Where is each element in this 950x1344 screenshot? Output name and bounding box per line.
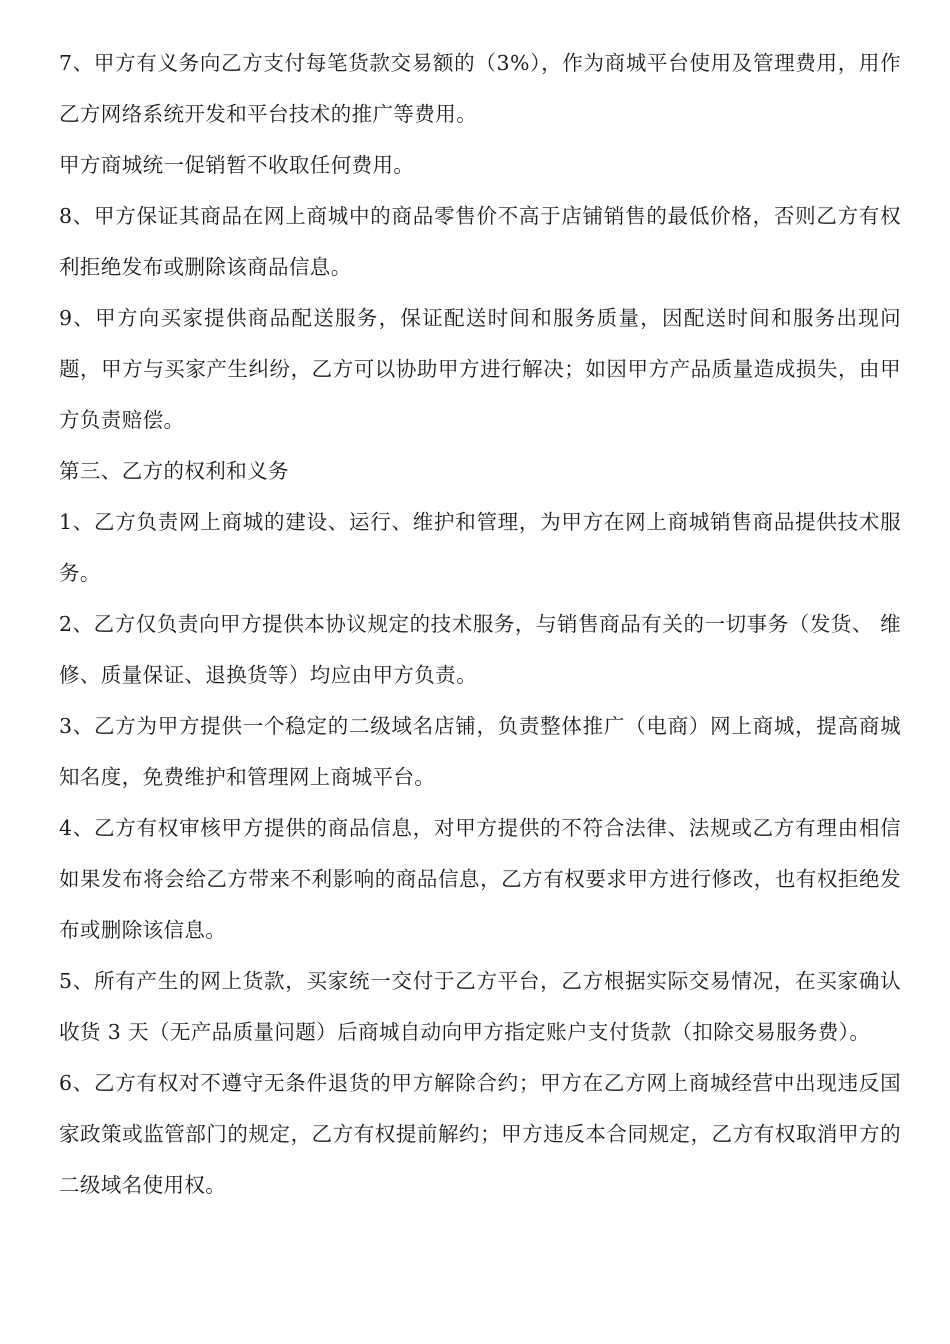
clause-8-lowest-price: 8、甲方保证其商品在网上商城中的商品零售价不高于店铺销售的最低价格，否则乙方有权利拒绝发布或删除该商品信息。 bbox=[59, 204, 901, 279]
clause-b2-technical-service: 2、乙方仅负责向甲方提供本协议规定的技术服务，与销售商品有关的一切事务（发货、 维修、质量保证、退换货等）均应由甲方负责。 bbox=[59, 612, 901, 687]
promotion-fee-note: 甲方商城统一促销暂不收取任何费用。 bbox=[59, 153, 415, 177]
clause-b4-content-review: 4、乙方有权审核甲方提供的商品信息，对甲方提供的不符合法律、法规或乙方有理由相信如果发布将会给乙方带来不利影响的商品信息，乙方有权要求甲方进行修改，也有权拒绝发布或删除该信息。 bbox=[59, 816, 901, 942]
clause-b6-termination: 6、乙方有权对不遵守无条件退货的甲方解除合约；甲方在乙方网上商城经营中出现违反国家政策或监管部门的规定，乙方有权提前解约；甲方违反本合同规定，乙方有权取消甲方的二级域名使用权。 bbox=[59, 1071, 901, 1197]
clause-9-delivery-service: 9、甲方向买家提供商品配送服务，保证配送时间和服务质量，因配送时间和服务出现问题，甲方与买家产生纠纷，乙方可以协助甲方进行解决；如因甲方产品质量造成损失，由甲方负责赔偿。 bbox=[59, 306, 901, 432]
clause-b5-payment-settlement: 5、所有产生的网上货款，买家统一交付于乙方平台，乙方根据实际交易情况，在买家确认收货 3 天（无产品质量问题）后商城自动向甲方指定账户支付货款（扣除交易服务费）。 bbox=[59, 969, 901, 1044]
document-page bbox=[59, 38, 901, 1211]
section-heading-party-b-rights: 第三、乙方的权利和义务 bbox=[59, 459, 289, 483]
clause-7-payment-fee: 7、甲方有义务向乙方支付每笔货款交易额的（3%），作为商城平台使用及管理费用，用作乙方网络系统开发和平台技术的推广等费用。 bbox=[59, 51, 901, 126]
clause-b1-platform-operation: 1、乙方负责网上商城的建设、运行、维护和管理，为甲方在网上商城销售商品提供技术服务。 bbox=[59, 510, 901, 585]
clause-b3-subdomain-store: 3、乙方为甲方提供一个稳定的二级域名店铺，负责整体推广（电商）网上商城，提高商城知名度，免费维护和管理网上商城平台。 bbox=[59, 714, 901, 789]
